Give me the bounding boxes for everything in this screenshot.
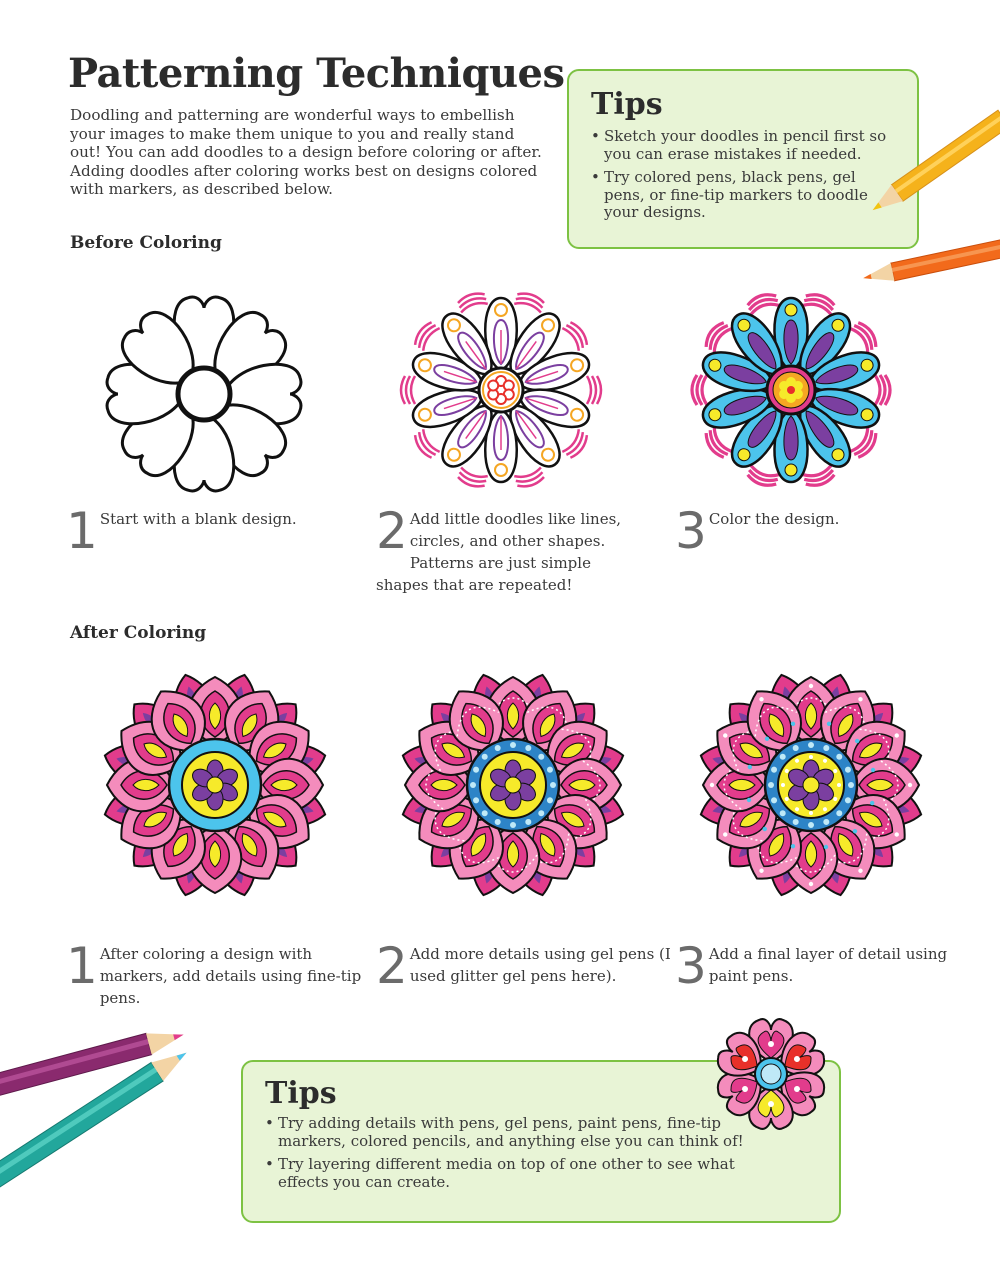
mandala-paint-pens [694,668,928,902]
tip-item: • Sketch your doodles in pencil first so you can erase mistakes if needed. [591,128,899,163]
pencil-teal [0,1025,225,1175]
before-step-3 [675,502,955,560]
step-text: Add little doodles like lines, circles, and other shapes. Patterns are just simple shapes that are repeated! [376,510,622,594]
tips-title: Tips [591,87,663,122]
tips-title: Tips [265,1076,337,1111]
pencil-orange [860,235,1000,295]
before-coloring-heading: Before Coloring [70,233,222,253]
blank-daisy-outline [104,294,304,494]
step-text: Add more details using gel pens (I used glitter gel pens here). [409,945,671,985]
step-text: Start with a blank design. [99,510,297,528]
colored-daisy [688,287,894,493]
tips-list [591,128,899,222]
doodled-daisy [398,287,604,493]
tip-item: • Try layering different media on top of one other to see what effects you can create. [265,1156,785,1191]
after-step-3 [675,937,955,995]
step-number: 1 [66,502,98,560]
step-number: 2 [376,502,408,560]
step-text: Color the design. [708,510,840,528]
page-title: Patterning Techniques [68,50,565,97]
tips-list [265,1115,785,1191]
step-text: Add a final layer of detail using paint pens. [708,945,948,985]
before-step-2 [376,502,626,596]
intro-paragraph: Doodling and patterning are wonderful ways to embellish your images to make them unique to you and really stand out! You can add doodles to a design before coloring or after. Adding doodles after coloring works best on designs colored with markers, as described below. [70,106,542,198]
step-number: 1 [66,937,98,995]
step-number: 3 [675,937,707,995]
mandala-gel-pens [396,668,630,902]
after-step-2 [376,937,676,995]
after-step-1 [66,937,376,1009]
after-coloring-heading: After Coloring [70,623,207,643]
step-number: 3 [675,502,707,560]
before-step-1 [66,502,346,560]
tip-item: • Try adding details with pens, gel pens, paint pens, fine-tip markers, colored pencils, and anything else you can think of! [265,1115,785,1150]
step-text: After coloring a design with markers, add details using fine-tip pens. [99,945,362,1007]
small-flower-sticker [712,1015,830,1133]
step-number: 2 [376,937,408,995]
pencil-yellow [860,100,1000,240]
mandala-markers [98,668,332,902]
tip-item: • Try colored pens, black pens, gel pens, or fine-tip markers to doodle your designs. [591,169,899,222]
